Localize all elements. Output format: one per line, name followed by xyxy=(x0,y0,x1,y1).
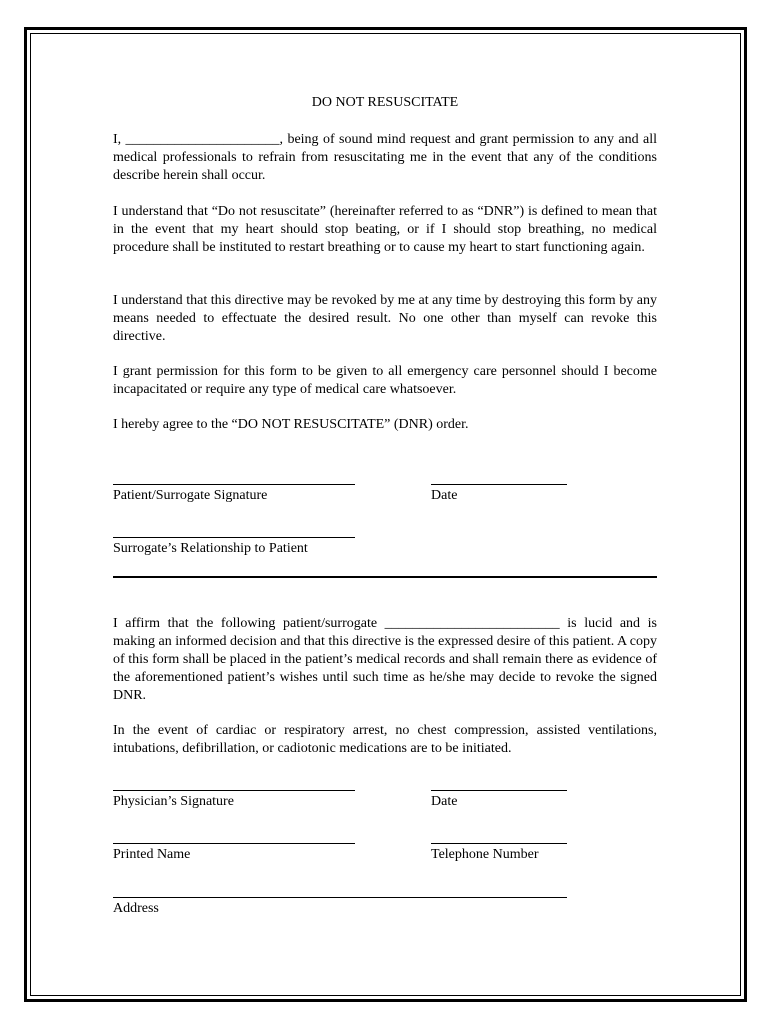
section-divider xyxy=(113,576,657,578)
printed-name-label: Printed Name xyxy=(113,847,191,862)
surrogate-relationship-line[interactable] xyxy=(113,537,355,538)
address-line[interactable] xyxy=(113,897,567,898)
telephone-number-line[interactable] xyxy=(431,843,567,844)
address-label: Address xyxy=(113,901,159,916)
document-title: DO NOT RESUSCITATE xyxy=(311,95,459,110)
permission-paragraph: I grant permission for this form to be given to all emergency care personnel should I become incapacitated or require any type of medical care whatsoever. xyxy=(113,364,657,397)
arrest-instructions-paragraph: In the event of cardiac or respiratory arrest, no chest compression, assisted ventilations, intubations, defibrillation, or cadiotonic medications are to be initiated. xyxy=(113,723,657,756)
telephone-number-label: Telephone Number xyxy=(431,847,539,862)
physician-signature-label: Physician’s Signature xyxy=(113,794,234,809)
patient-date-label: Date xyxy=(431,488,458,503)
physician-date-line[interactable] xyxy=(431,790,567,791)
patient-date-line[interactable] xyxy=(431,484,567,485)
physician-date-label: Date xyxy=(431,794,458,809)
agreement-paragraph: I hereby agree to the “DO NOT RESUSCITATE” (DNR) order. xyxy=(113,417,469,432)
surrogate-relationship-label: Surrogate’s Relationship to Patient xyxy=(113,541,308,556)
consent-paragraph: I, ______________________, being of sound mind request and grant permission to any and all medical professionals to refrain from resuscitating me in the event that any of the conditions describe herein shall occur. xyxy=(113,132,657,183)
printed-name-line[interactable] xyxy=(113,843,355,844)
revocation-paragraph: I understand that this directive may be revoked by me at any time by destroying this form by any means needed to effectuate the desired result. No one other than myself can revoke this directive. xyxy=(113,293,657,344)
patient-signature-line[interactable] xyxy=(113,484,355,485)
dnr-definition-paragraph: I understand that “Do not resuscitate” (hereinafter referred to as “DNR”) is defined to mean that in the event that my heart should stop beating, or if I should stop breathing, no medical procedure shall be instituted to restart breathing or to cause my heart to start functioning again. xyxy=(113,204,657,255)
physician-affirmation-paragraph: I affirm that the following patient/surrogate _________________________ is lucid and is making an informed decision and that this directive is the expressed desire of this patient. A copy of this form shall be placed in the patient’s medical records and shall remain there as evidence of the aforementioned patient’s wishes until such time as he/she may decide to revoke the signed DNR. xyxy=(113,616,657,703)
patient-signature-label: Patient/Surrogate Signature xyxy=(113,488,268,503)
physician-signature-line[interactable] xyxy=(113,790,355,791)
